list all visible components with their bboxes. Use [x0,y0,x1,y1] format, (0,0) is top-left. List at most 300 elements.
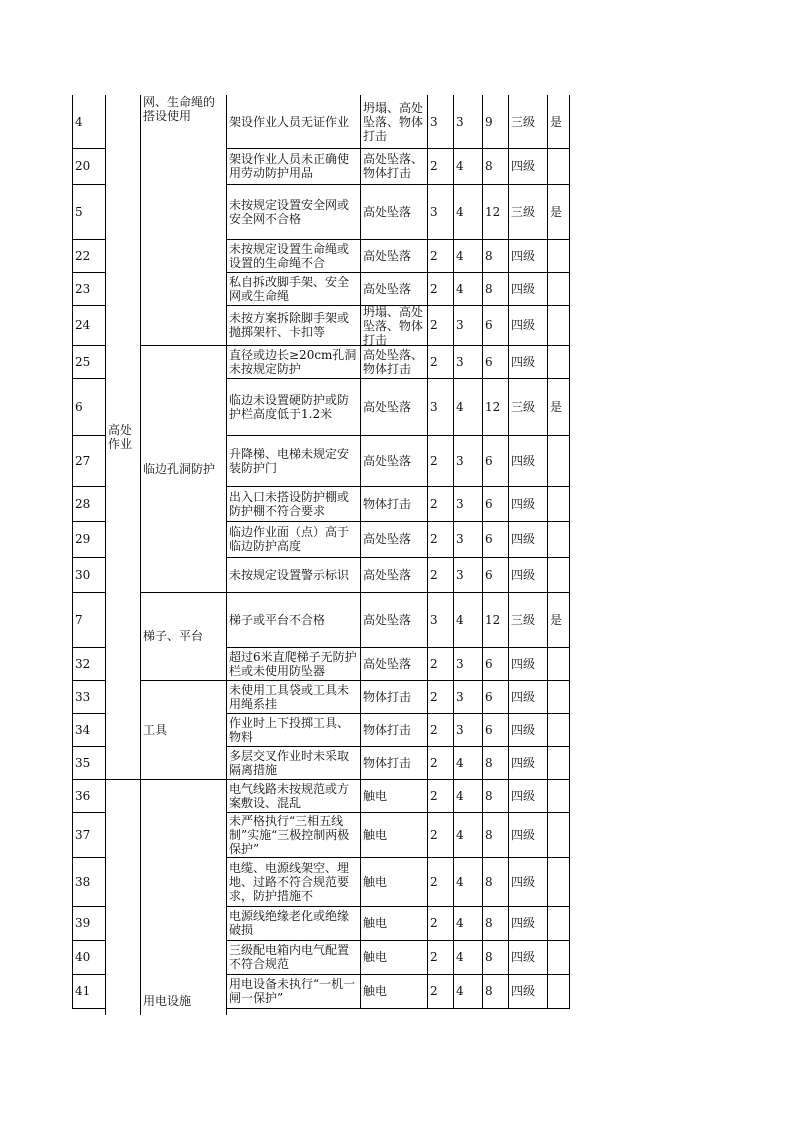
cell-r-text: 6 [485,656,493,671]
cell-level [508,378,547,435]
cell-level-text: 四级 [511,689,536,704]
cell-l-text: 3 [430,612,438,627]
cell-r-text: 6 [485,354,493,369]
cell-level [508,521,547,557]
cell-no [72,148,105,184]
cell-hazard [226,435,360,486]
cell-hazard-text: 作业时上下投掷工具、物料 [229,715,350,744]
cell-level [508,272,547,305]
cell-l-text: 3 [430,114,438,129]
cell-no [72,345,105,378]
cell-l-text: 2 [430,950,438,964]
subgroup-cell [140,592,226,680]
cell-hazard-text: 三级配电箱内电气配置不符合规范 [229,943,350,971]
cell-r-text: 12 [485,204,501,219]
category-cell-text: 高处作业 [108,423,133,451]
cell-level-text: 四级 [511,248,536,263]
cell-l-text: 2 [430,984,438,998]
cell-hazard-text: 用电设备未执行“一机一闸一保护” [229,977,356,1005]
cell-level-text: 四级 [511,788,536,803]
cell-s [453,940,482,974]
cell-hazard [226,974,360,1008]
cell-s-text: 3 [456,114,464,129]
cell-s [453,148,482,184]
cell-l-text: 2 [430,248,438,263]
cell-s-text: 3 [456,532,464,546]
cell-no [72,557,105,592]
cell-risk [360,557,427,592]
cell-risk [360,906,427,940]
cell-level [508,746,547,779]
cell-risk-text: 高处坠落 [363,204,412,219]
cell-major [547,184,569,239]
cell-hazard-text: 未按规定设置生命绳或设置的生命绳不合 [229,241,350,270]
cell-major [547,647,569,680]
cell-l [427,148,453,184]
cell-no-text: 34 [75,722,91,737]
cell-major [547,592,569,647]
cell-level-text: 四级 [511,159,536,173]
cell-major [547,239,569,272]
subgroup-cell [140,95,226,345]
cell-level-text: 四级 [511,532,536,546]
cell-no-text: 41 [75,984,91,998]
cell-r [482,435,508,486]
cell-risk-text: 高处坠落、物体打击 [363,347,424,376]
cell-r [482,521,508,557]
cell-level [508,148,547,184]
cell-r-text: 8 [485,916,493,930]
cell-l-text: 2 [430,159,438,173]
cell-hazard-text: 未按方案拆除脚手架或抛掷架杆、卡扣等 [229,311,350,339]
cell-r [482,345,508,378]
cell-level-text: 三级 [511,114,536,129]
cell-r [482,974,508,1008]
grid-line [482,95,483,1009]
cell-major [547,345,569,378]
grid-line [72,95,73,1009]
cell-l-text: 2 [430,496,438,511]
grid-line [105,779,140,780]
cell-risk-text: 物体打击 [363,722,412,737]
cell-l [427,857,453,906]
cell-s-text: 4 [456,916,464,930]
cell-r [482,148,508,184]
cell-r [482,779,508,812]
cell-l [427,486,453,521]
cell-no-text: 5 [75,204,83,219]
subgroup-cell-text: 网、生命绳的搭设使用 [143,95,216,123]
grid-line [427,95,428,1009]
cell-no [72,521,105,557]
cell-r [482,746,508,779]
cell-hazard-text: 未使用工具袋或工具未用绳系挂 [229,682,350,711]
cell-r [482,592,508,647]
cell-major-text: 是 [550,399,563,414]
cell-risk [360,974,427,1008]
cell-l-text: 2 [430,874,438,889]
cell-r [482,906,508,940]
cell-major [547,746,569,779]
cell-hazard-text: 直径或边长≥20cm孔洞未按规定防护 [229,347,357,376]
cell-hazard [226,647,360,680]
cell-l-text: 2 [430,354,438,369]
cell-s-text: 4 [456,281,464,296]
cell-s [453,184,482,239]
cell-no-text: 40 [75,950,91,964]
cell-r [482,486,508,521]
cell-level-text: 四级 [511,281,536,296]
cell-s [453,305,482,345]
cell-risk-text: 触电 [363,916,388,930]
cell-r-text: 6 [485,453,493,468]
cell-hazard-text: 出入口未搭设防护棚或防护棚不符合要求 [229,489,350,518]
cell-no-text: 38 [75,874,91,889]
cell-major-text: 是 [550,204,563,219]
cell-no-text: 24 [75,318,91,332]
cell-risk-text: 高处坠落 [363,248,412,263]
cell-s [453,746,482,779]
cell-s-text: 3 [456,496,464,511]
cell-major [547,713,569,746]
cell-no-text: 30 [75,567,91,582]
cell-l [427,435,453,486]
cell-r [482,95,508,148]
cell-level [508,713,547,746]
cell-no [72,378,105,435]
cell-l [427,345,453,378]
cell-hazard [226,779,360,812]
cell-r [482,647,508,680]
cell-s [453,557,482,592]
cell-no-text: 28 [75,496,91,511]
cell-risk [360,940,427,974]
cell-hazard [226,557,360,592]
cell-s [453,95,482,148]
cell-risk [360,305,427,345]
cell-no [72,95,105,148]
cell-r-text: 6 [485,496,493,511]
cell-level [508,345,547,378]
cell-risk-text: 触电 [363,950,388,964]
grid-line [360,95,361,1009]
cell-risk-text: 坍塌、高处坠落、物体打击 [363,305,424,345]
cell-l [427,680,453,713]
cell-no-text: 29 [75,532,91,546]
cell-l-text: 2 [430,656,438,671]
cell-r-text: 6 [485,532,493,546]
cell-r-text: 12 [485,612,501,627]
cell-level-text: 四级 [511,874,536,889]
subgroup-cell-text: 工具 [143,722,168,737]
subgroup-cell-text: 用电设施 [143,994,192,1008]
cell-l-text: 2 [430,532,438,546]
cell-s [453,906,482,940]
cell-risk [360,779,427,812]
cell-s [453,486,482,521]
cell-level [508,647,547,680]
cell-major [547,148,569,184]
cell-s [453,812,482,857]
grid-line [569,95,570,1009]
cell-s-text: 4 [456,755,464,770]
cell-no [72,857,105,906]
cell-s [453,779,482,812]
cell-no [72,940,105,974]
cell-hazard-text: 多层交叉作业时未采取隔离措施 [229,748,350,777]
grid-line [226,1008,570,1009]
cell-major [547,779,569,812]
cell-no [72,713,105,746]
cell-hazard [226,486,360,521]
cell-hazard [226,345,360,378]
cell-level-text: 四级 [511,567,536,582]
subgroup-cell-text: 梯子、平台 [143,629,204,643]
cell-no-text: 4 [75,114,83,129]
cell-l [427,521,453,557]
cell-l [427,592,453,647]
cell-level-text: 三级 [511,612,536,627]
grid-line [72,1008,106,1009]
cell-s [453,239,482,272]
cell-l-text: 2 [430,916,438,930]
grid-line [226,95,227,1015]
cell-s-text: 4 [456,612,464,627]
cell-risk-text: 物体打击 [363,496,412,511]
cell-r-text: 9 [485,114,493,129]
cell-r [482,940,508,974]
cell-s-text: 4 [456,159,464,173]
cell-no-text: 33 [75,689,91,704]
cell-s-text: 3 [456,453,464,468]
cell-l [427,184,453,239]
cell-s-text: 3 [456,722,464,737]
cell-risk [360,592,427,647]
cell-risk-text: 触电 [363,827,388,842]
cell-level-text: 四级 [511,318,536,332]
cell-s-text: 3 [456,567,464,582]
cell-s [453,974,482,1008]
cell-level [508,184,547,239]
cell-hazard [226,592,360,647]
cell-level [508,435,547,486]
cell-no-text: 37 [75,827,91,842]
cell-hazard [226,521,360,557]
cell-hazard-text: 梯子或平台不合格 [229,612,326,627]
grid-line [508,95,509,1009]
cell-s [453,857,482,906]
cell-r-text: 6 [485,722,493,737]
cell-level [508,557,547,592]
cell-s-text: 4 [456,827,464,842]
cell-no [72,779,105,812]
cell-no-text: 27 [75,453,91,468]
cell-hazard-text: 架设作业人员未正确使用劳动防护用品 [229,152,350,180]
cell-major [547,521,569,557]
cell-hazard-text: 升降梯、电梯未规定安装防护门 [229,446,350,475]
cell-s-text: 4 [456,984,464,998]
cell-r-text: 6 [485,318,493,332]
cell-s [453,272,482,305]
cell-hazard-text: 未严格执行“三相五线制”实施“三极控制两极保护” [229,813,350,856]
cell-no-text: 32 [75,656,91,671]
cell-level [508,779,547,812]
cell-s [453,521,482,557]
cell-r-text: 8 [485,159,493,173]
subgroup-cell [140,345,226,592]
cell-hazard [226,857,360,906]
cell-major [547,974,569,1008]
cell-l [427,906,453,940]
cell-l [427,812,453,857]
cell-r [482,239,508,272]
cell-no [72,647,105,680]
cell-level-text: 三级 [511,399,536,414]
cell-risk [360,184,427,239]
cell-no [72,680,105,713]
cell-risk-text: 高处坠落、物体打击 [363,152,424,180]
cell-risk-text: 物体打击 [363,755,412,770]
cell-no [72,746,105,779]
cell-major [547,812,569,857]
cell-level [508,906,547,940]
cell-risk-text: 物体打击 [363,689,412,704]
grid-line [453,95,454,1009]
cell-l [427,647,453,680]
cell-level-text: 四级 [511,984,536,998]
cell-level [508,940,547,974]
cell-no-text: 35 [75,755,91,770]
cell-hazard-text: 未按规定设置安全网或安全网不合格 [229,197,350,226]
cell-risk [360,148,427,184]
cell-risk-text: 高处坠落 [363,567,412,582]
cell-s-text: 4 [456,874,464,889]
cell-hazard [226,378,360,435]
cell-risk [360,95,427,148]
cell-major [547,906,569,940]
cell-hazard [226,239,360,272]
cell-l [427,378,453,435]
cell-l [427,974,453,1008]
cell-risk [360,378,427,435]
cell-level-text: 四级 [511,656,536,671]
subgroup-cell [140,779,226,1008]
cell-hazard-text: 超过6米直爬梯子无防护栏或未使用防坠器 [229,649,357,678]
cell-no-text: 39 [75,916,91,930]
cell-level [508,680,547,713]
cell-r-text: 8 [485,827,493,842]
cell-level [508,486,547,521]
cell-risk [360,521,427,557]
cell-hazard [226,680,360,713]
cell-level-text: 四级 [511,496,536,511]
cell-no-text: 20 [75,159,91,173]
cell-r [482,184,508,239]
cell-no [72,184,105,239]
cell-hazard [226,148,360,184]
cell-major [547,435,569,486]
cell-r-text: 8 [485,248,493,263]
cell-risk [360,486,427,521]
cell-risk [360,680,427,713]
cell-r-text: 8 [485,950,493,964]
cell-level [508,239,547,272]
cell-r-text: 12 [485,399,501,414]
cell-hazard-text: 电气线路未按规范或方案敷设、混乱 [229,781,350,810]
cell-hazard [226,812,360,857]
cell-level [508,857,547,906]
cell-level-text: 四级 [511,722,536,737]
cell-no [72,239,105,272]
cell-major [547,95,569,148]
cell-l-text: 2 [430,689,438,704]
cell-level-text: 四级 [511,916,536,930]
cell-r [482,272,508,305]
cell-r-text: 8 [485,281,493,296]
cell-l [427,272,453,305]
cell-level-text: 四级 [511,453,536,468]
cell-s [453,713,482,746]
cell-hazard-text: 私自拆改脚手架、安全网或生命绳 [229,274,350,303]
cell-s [453,647,482,680]
cell-r-text: 8 [485,984,493,998]
cell-hazard [226,906,360,940]
cell-risk [360,239,427,272]
cell-no [72,305,105,345]
cell-r [482,680,508,713]
cell-l [427,239,453,272]
cell-l [427,305,453,345]
cell-s-text: 4 [456,204,464,219]
cell-level [508,95,547,148]
cell-l-text: 2 [430,281,438,296]
cell-l [427,779,453,812]
cell-risk [360,435,427,486]
cell-no-text: 36 [75,788,91,803]
subgroup-cell-text: 临边孔洞防护 [143,461,216,476]
cell-risk-text: 高处坠落 [363,612,412,627]
cell-hazard-text: 临边作业面（点）高于临边防护高度 [229,525,350,553]
cell-hazard [226,305,360,345]
cell-r [482,378,508,435]
cell-l [427,746,453,779]
cell-s-text: 4 [456,788,464,803]
cell-s-text: 4 [456,950,464,964]
cell-r [482,812,508,857]
cell-s [453,435,482,486]
cell-s-text: 3 [456,318,464,332]
cell-no [72,486,105,521]
cell-l [427,557,453,592]
cell-risk [360,647,427,680]
cell-l [427,95,453,148]
cell-risk-text: 高处坠落 [363,453,412,468]
grid-line [547,95,548,1009]
cell-level-text: 三级 [511,204,536,219]
cell-l-text: 2 [430,318,438,332]
cell-risk-text: 触电 [363,874,388,889]
cell-hazard [226,746,360,779]
cell-no [72,974,105,1008]
grid-line [105,95,106,1015]
cell-no-text: 6 [75,399,83,414]
cell-major [547,940,569,974]
cell-r-text: 6 [485,567,493,582]
cell-r-text: 8 [485,755,493,770]
cell-l-text: 2 [430,453,438,468]
cell-major [547,486,569,521]
cell-l-text: 3 [430,399,438,414]
